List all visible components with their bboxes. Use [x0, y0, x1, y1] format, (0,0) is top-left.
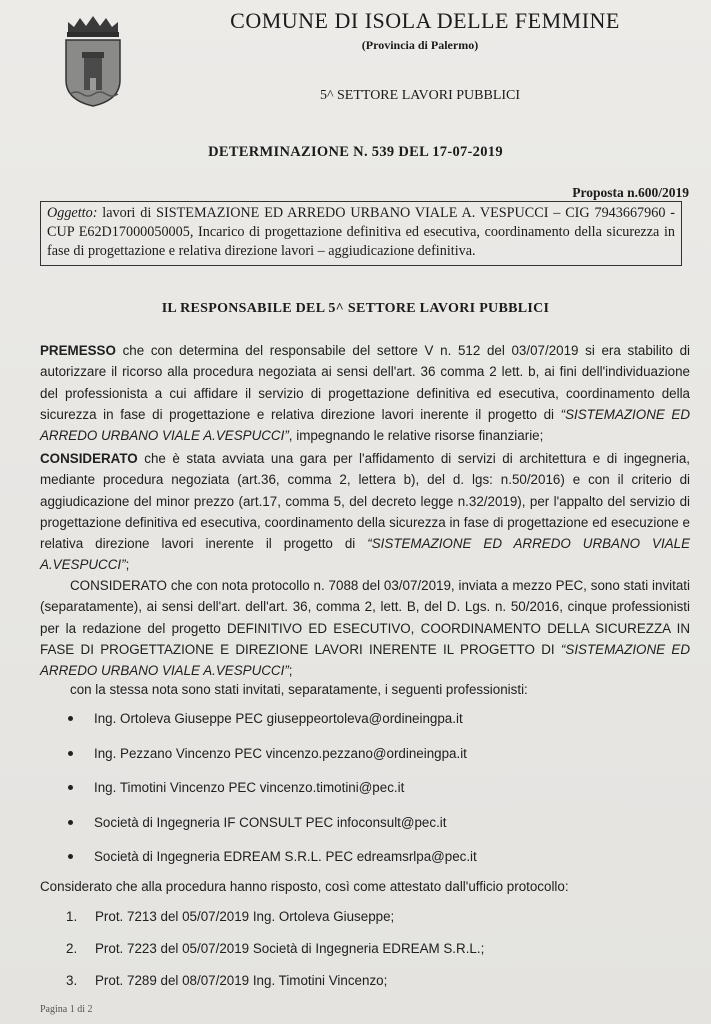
considerato2-tail: ; [288, 663, 293, 679]
risposto-intro: Considerato che alla procedura hanno risposto, così come attestato dall'ufficio protocollo: [40, 879, 569, 894]
item-number: 1. [66, 909, 78, 924]
risposte-list [40, 906, 690, 1002]
risposta-text: Prot. 7289 del 08/07/2019 Ing. Timotini Vincenzo; [95, 973, 388, 988]
determinazione-title: DETERMINAZIONE N. 539 DEL 17-07-2019 [208, 144, 503, 160]
bullet-icon [68, 716, 73, 721]
provincia-subtitle: (Provincia di Palermo) [361, 38, 479, 52]
risposta-text: Prot. 7223 del 05/07/2019 Società di Ingegneria EDREAM S.R.L.; [95, 941, 485, 956]
invitato-text: Ing. Pezzano Vincenzo PEC vincenzo.pezzano@ordineingpa.it [94, 745, 467, 761]
item-number: 3. [66, 973, 78, 988]
premesso-project: “SISTEMAZIONE ED ARREDO URBANO VIALE A.VESPUCCI” [40, 406, 691, 444]
bullet-icon [68, 854, 73, 859]
oggetto-box [40, 201, 682, 266]
list-item [40, 743, 690, 778]
considerato1-project: “SISTEMAZIONE ED ARREDO URBANO VIALE A.VESPUCCI” [40, 536, 691, 573]
considerato2-text: CONSIDERATO che con nota protocollo n. 7088 del 03/07/2019, inviata a mezzo PEC, sono stati invitati (separatamente), ai sensi dell'art. dell'art. 36, comma 2, lett. B, del D. Lgs. n. 50/2016, cinque professionisti per la redazione del progetto DEFINITIVO ED ESECUTIVO, COORDINAMENTO DELLA SICUREZZA IN FASE DI PROGETTAZIONE E DIREZIONE LAVORI INERENTE IL PROGETTO DI [40, 578, 690, 657]
invitati-intro: con la stessa nota sono stati invitati, separatamente, i seguenti professionisti: [70, 682, 528, 697]
oggetto-text: lavori di SISTEMAZIONE ED ARREDO URBANO VIALE A. VESPUCCI – CIG 7943667960 - CUP E62D17000050005, Incarico di progettazione definitiva ed esecutiva, coordinamento della sicurezza in fase di progettazione e relativa direzione lavori – aggiudicazione definitiva. [47, 205, 675, 259]
item-number: 2. [66, 941, 78, 956]
list-item [40, 938, 690, 970]
invitati-list [40, 708, 690, 881]
list-item [40, 777, 690, 812]
responsabile-heading: IL RESPONSABILE DEL 5^ SETTORE LAVORI PUBBLICI [161, 301, 550, 316]
bullet-icon [68, 785, 73, 790]
premesso-tail: , impegnando le relative risorse finanziarie; [288, 428, 544, 444]
invitato-text: Ing. Ortoleva Giuseppe PEC giuseppeortoleva@ordineingpa.it [94, 711, 463, 726]
coat-of-arms-icon [62, 14, 124, 108]
page-footer: Pagina 1 di 2 [40, 1004, 93, 1015]
considerato1-lead: CONSIDERATO [40, 451, 138, 466]
premesso-text: che con determina del responsabile del settore V n. 512 del 03/07/2019 si era stabilito di autorizzare il ricorso alla procedura negoziata ai sensi dell'art. 36 comma 2 lett. b, ai fini dell'individuazione del professionista a cui affidare il servizio di progettazione definitiva ed esecutiva, coordinamento della sicurezza in fase di progettazione e relativa direzione lavori inerente il progetto di [40, 343, 690, 422]
bullet-icon [68, 820, 73, 825]
invitato-text: Società di Ingegneria EDREAM S.R.L. PEC edreamsrlpa@pec.it [94, 849, 477, 864]
considerato-paragraph-2 [40, 575, 690, 681]
premesso-lead: PREMESSO [40, 343, 116, 358]
premesso-paragraph [40, 340, 690, 446]
list-item [40, 906, 690, 938]
settore-heading: 5^ SETTORE LAVORI PUBBLICI [319, 88, 521, 103]
list-item [40, 812, 690, 847]
risposta-text: Prot. 7213 del 05/07/2019 Ing. Ortoleva Giuseppe; [95, 909, 395, 924]
considerato-paragraph-1 [40, 448, 690, 576]
considerato1-tail: ; [125, 557, 130, 573]
oggetto-label: Oggetto: [47, 205, 98, 221]
invitato-text: Società di Ingegneria IF CONSULT PEC infoconsult@pec.it [94, 814, 447, 830]
considerato1-text: che è stata avviata una gara per l'affidamento di servizi di architettura e di ingegneria, mediante procedura negoziata (art.36, comma 2, lettera b), del d. lgs: n.50/2016) e con il criterio di aggiudicazione del minor prezzo (art.17, comma 5, del decreto legge n.32/2019), per l'appalto del servizio di progettazione definitiva ed esecutiva, coordinamento della sicurezza in fase di progettazione ed esecuzione e relativa direzione lavori inerente il progetto di [40, 451, 690, 552]
comune-title: COMUNE DI ISOLA DELLE FEMMINE [230, 8, 620, 33]
considerato2-project: “SISTEMAZIONE ED ARREDO URBANO VIALE A.VESPUCCI” [40, 641, 690, 679]
proposta-number: Proposta n.600/2019 [572, 185, 689, 200]
list-item [40, 708, 690, 743]
invitato-text: Ing. Timotini Vincenzo PEC vincenzo.timotini@pec.it [94, 780, 405, 795]
list-item [40, 970, 690, 1002]
bullet-icon [68, 751, 73, 756]
